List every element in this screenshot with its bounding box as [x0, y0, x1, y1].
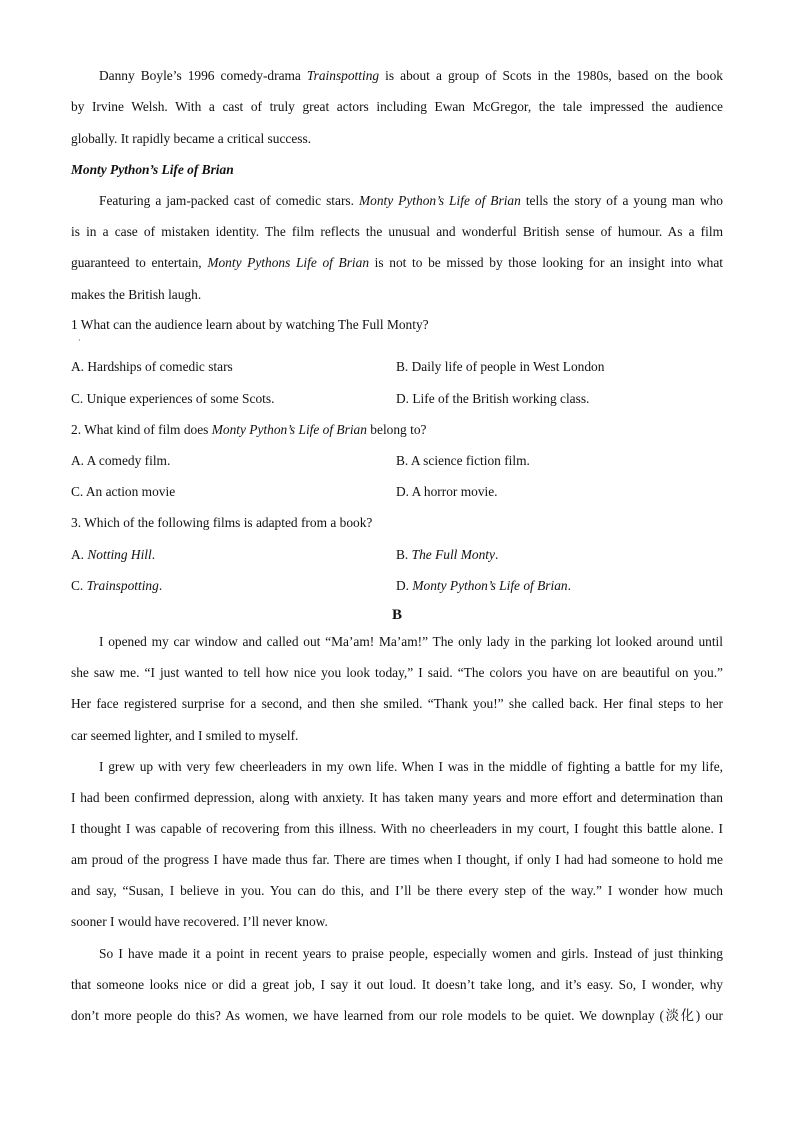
monty-para-line-2: is in a case of mistaken identity. The film reflects the unusual and wonderful British sense of humour. As a film: [71, 224, 723, 239]
stray-mark: ·: [78, 336, 81, 345]
passage-a-line-1: Danny Boyle’s 1996 comedy-drama Trainspotting is about a group of Scots in the 1980s, based on the book: [99, 68, 723, 83]
q3-option-a: A. Notting Hill.: [71, 547, 156, 562]
monty-para-line-4: makes the British laugh.: [71, 287, 202, 302]
passage-a-line-2: by Irvine Welsh. With a cast of truly great actors including Ewan McGregor, the tale impressed the audience: [71, 99, 723, 114]
passage-b-p2-line-5: and say, “Susan, I believe in you. You can do this, and I’ll be there every step of the way.” I wonder how much: [71, 883, 723, 898]
passage-b-p3-line-3: don’t more people do this? As women, we have learned from our role models to be quiet. We downplay (淡化) our: [71, 1008, 723, 1023]
q1-option-b: B. Daily life of people in West London: [396, 359, 605, 374]
q3-option-c: C. Trainspotting.: [71, 578, 163, 593]
q2-option-d: D. A horror movie.: [396, 484, 498, 499]
section-b-label: B: [391, 607, 402, 623]
question-3-stem: 3. Which of the following films is adapted from a book?: [71, 515, 373, 530]
passage-b-p1-line-3: Her face registered surprise for a second, and then she smiled. “Thank you!” she called back. Her final steps to her: [71, 696, 723, 711]
q1-option-a: A. Hardships of comedic stars: [71, 359, 233, 374]
q3-option-d: D. Monty Python’s Life of Brian.: [396, 578, 571, 593]
q1-option-c: C. Unique experiences of some Scots.: [71, 391, 275, 406]
passage-b-p1-line-1: I opened my car window and called out “Ma’am! Ma’am!” The only lady in the parking lot looked around until: [99, 634, 723, 649]
passage-b-p2-line-3: I thought I was capable of recovering from this illness. With no cheerleaders in my court, I fought this battle alone. I: [71, 821, 723, 836]
passage-b-p2-line-2: I had been confirmed depression, along with anxiety. It has taken many years and more effort and determination than: [71, 790, 723, 805]
passage-b-p2-line-1: I grew up with very few cheerleaders in my own life. When I was in the middle of fighting a battle for my life,: [99, 759, 723, 774]
passage-b-p1-line-4: car seemed lighter, and I smiled to myself.: [71, 728, 299, 743]
passage-b-p1-line-2: she saw me. “I just wanted to tell how nice you look today,” I said. “The colors you have on are beautiful on you.”: [71, 665, 723, 680]
monty-para-line-3: guaranteed to entertain, Monty Pythons Life of Brian is not to be missed by those looking for an insight into what: [71, 255, 723, 270]
monty-para-line-1: Featuring a jam-packed cast of comedic stars. Monty Python’s Life of Brian tells the story of a young man who: [99, 193, 723, 208]
passage-b-p3-line-2: that someone looks nice or did a great job, I say it out loud. It doesn’t take long, and it’s easy. So, I wonder, why: [71, 977, 723, 992]
passage-b-p2-line-6: sooner I would have recovered. I’ll never know.: [71, 914, 328, 929]
q2-option-c: C. An action movie: [71, 484, 176, 499]
q1-option-d: D. Life of the British working class.: [396, 391, 590, 406]
q3-option-b: B. The Full Monty.: [396, 547, 499, 562]
passage-a-line-3: globally. It rapidly became a critical success.: [71, 131, 312, 146]
question-1-stem: 1 What can the audience learn about by watching The Full Monty?: [71, 317, 429, 332]
question-2-stem: 2. What kind of film does Monty Python’s Life of Brian belong to?: [71, 422, 427, 437]
q2-option-b: B. A science fiction film.: [396, 453, 530, 468]
monty-heading: Monty Python’s Life of Brian: [71, 162, 234, 177]
passage-b-p3-line-1: So I have made it a point in recent years to praise people, especially women and girls. Instead of just thinking: [99, 946, 723, 961]
q2-option-a: A. A comedy film.: [71, 453, 171, 468]
passage-b-p2-line-4: am proud of the progress I have made thus far. There are times when I thought, if only I had had someone to hold me: [71, 852, 723, 867]
